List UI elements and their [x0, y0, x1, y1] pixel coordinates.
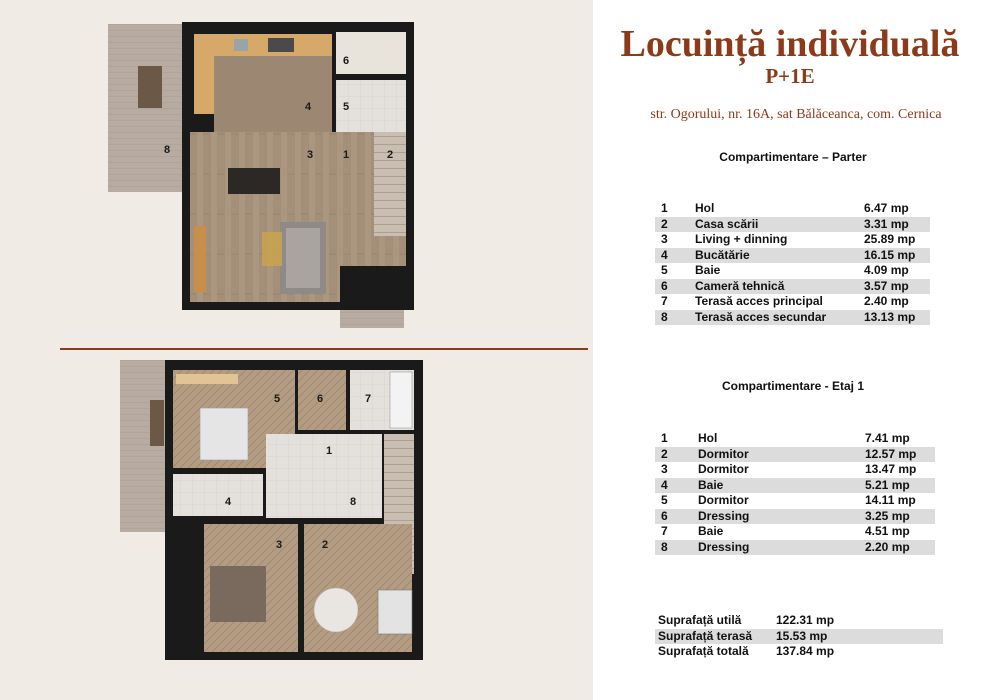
room-name: Hol — [698, 431, 718, 445]
svg-text:6: 6 — [343, 55, 350, 67]
svg-text:1: 1 — [326, 445, 333, 457]
room-name: Terasă acces secundar — [693, 310, 862, 326]
sink — [234, 39, 248, 51]
parter-rooms-table — [655, 201, 930, 325]
round-rug — [314, 588, 358, 632]
room-number: 5 — [661, 263, 668, 277]
room-name: Dressing — [696, 540, 863, 556]
bed-5 — [200, 408, 248, 460]
table-row — [655, 644, 943, 660]
totals-table — [655, 613, 943, 660]
ground-kitchen-floor — [214, 56, 332, 132]
room-name: Hol — [695, 201, 715, 215]
kitchen-counter — [194, 34, 332, 56]
svg-text:3: 3 — [307, 149, 314, 161]
table-row — [655, 431, 935, 447]
room-name: Cameră tehnică — [693, 279, 862, 295]
table-row — [655, 232, 930, 248]
first-floor-plan — [120, 360, 423, 660]
entry-floor — [340, 236, 406, 266]
sideboard — [194, 226, 206, 292]
svg-text:2: 2 — [387, 149, 394, 161]
room-area: 7.41 mp — [865, 431, 910, 445]
svg-text:7: 7 — [365, 393, 372, 405]
total-label: Suprafață terasă — [655, 629, 773, 645]
svg-text:4: 4 — [305, 101, 312, 113]
svg-text:5: 5 — [343, 101, 350, 113]
address: str. Ogorului, nr. 16A, sat Bălăceanca, com. Cernica — [650, 107, 942, 122]
room-number: 7 — [661, 294, 668, 308]
bathtub — [390, 372, 412, 428]
room-area: 16.15 mp — [862, 248, 930, 264]
table-row — [655, 613, 943, 629]
room-area: 13.47 mp — [865, 462, 917, 476]
room-number: 2 — [655, 217, 693, 233]
table-row — [655, 509, 935, 525]
room-name: Terasă acces principal — [695, 294, 823, 308]
room-area: 2.20 mp — [863, 540, 935, 556]
table-row — [655, 217, 930, 233]
svg-text:1: 1 — [343, 149, 350, 161]
total-label: Suprafață utilă — [658, 613, 742, 627]
table-row — [655, 263, 930, 279]
room-number: 4 — [655, 478, 696, 494]
svg-text:4: 4 — [225, 496, 232, 508]
room-name: Dressing — [696, 509, 863, 525]
room-area: 13.13 mp — [862, 310, 930, 326]
balcony-table — [150, 400, 164, 446]
room-name: Casa scării — [693, 217, 862, 233]
table-row — [655, 201, 930, 217]
table-row — [655, 540, 935, 556]
room-name: Baie — [696, 478, 863, 494]
table-row — [655, 294, 930, 310]
etaj-rooms-table — [655, 431, 935, 555]
room-number: 1 — [661, 431, 668, 445]
svg-text:2: 2 — [322, 539, 329, 551]
room-area: 3.25 mp — [863, 509, 935, 525]
room-number: 6 — [655, 509, 696, 525]
svg-text:6: 6 — [317, 393, 324, 405]
table-row — [655, 447, 935, 463]
svg-text:8: 8 — [164, 144, 171, 156]
room-area: 4.09 mp — [864, 263, 909, 277]
table-row — [655, 629, 943, 645]
room-area: 5.21 mp — [863, 478, 935, 494]
room-area: 6.47 mp — [864, 201, 909, 215]
desk-5 — [176, 374, 238, 384]
room-number: 3 — [661, 232, 668, 246]
svg-text:5: 5 — [274, 393, 281, 405]
room-number: 3 — [661, 462, 668, 476]
room-name: Dormitor — [698, 493, 749, 507]
hob — [268, 38, 294, 52]
etaj-heading: Compartimentare - Etaj 1 — [721, 379, 865, 393]
table-row — [655, 462, 935, 478]
svg-text:3: 3 — [276, 539, 283, 551]
bath-4-floor — [173, 474, 263, 516]
room-area: 3.57 mp — [862, 279, 930, 295]
table-row — [655, 279, 930, 295]
dining-table-ground — [228, 168, 280, 194]
rug — [262, 232, 282, 266]
room-number: 5 — [661, 493, 668, 507]
room-area: 2.40 mp — [864, 294, 909, 308]
room-number: 8 — [655, 540, 696, 556]
kitchen-counter-side — [194, 34, 214, 114]
room-number: 4 — [655, 248, 693, 264]
room-name: Baie — [698, 524, 724, 538]
bed-3 — [210, 566, 266, 622]
room-area: 4.51 mp — [865, 524, 910, 538]
room-name: Dormitor — [698, 462, 749, 476]
table-row — [655, 248, 930, 264]
table-row — [655, 493, 935, 509]
table-row — [655, 478, 935, 494]
ground-stairs — [374, 132, 406, 236]
room-area: 14.11 mp — [865, 493, 916, 507]
total-value: 137.84 mp — [776, 644, 835, 658]
room-number: 1 — [661, 201, 668, 215]
terrace-table — [138, 66, 162, 108]
room-area: 25.89 mp — [864, 232, 916, 246]
room-name: Dormitor — [696, 447, 863, 463]
table-row — [655, 310, 930, 326]
room-number: 7 — [661, 524, 668, 538]
room-area: 3.31 mp — [862, 217, 930, 233]
bed-2 — [378, 590, 412, 634]
hall-1-floor — [266, 434, 382, 518]
svg-text:7: 7 — [387, 280, 394, 292]
room-number: 6 — [655, 279, 693, 295]
total-label: Suprafață totală — [658, 644, 749, 658]
room-name: Bucătărie — [693, 248, 862, 264]
table-row — [655, 524, 935, 540]
parter-heading: Compartimentare – Parter — [719, 150, 867, 164]
total-value: 122.31 mp — [776, 613, 835, 627]
room-name: Living + dinning — [695, 232, 788, 246]
svg-text:8: 8 — [350, 496, 357, 508]
page-title: Locuință individuală — [620, 23, 960, 65]
total-value: 15.53 mp — [773, 629, 943, 645]
room-area: 12.57 mp — [863, 447, 935, 463]
room-number: 2 — [655, 447, 696, 463]
room-number: 8 — [655, 310, 693, 326]
info-panel — [593, 0, 989, 700]
room-name: Baie — [695, 263, 721, 277]
sofa-seat — [286, 228, 320, 288]
ground-floor-plan — [108, 22, 414, 328]
tech-room-floor — [336, 32, 406, 74]
page-subtitle: P+1E — [765, 64, 815, 88]
